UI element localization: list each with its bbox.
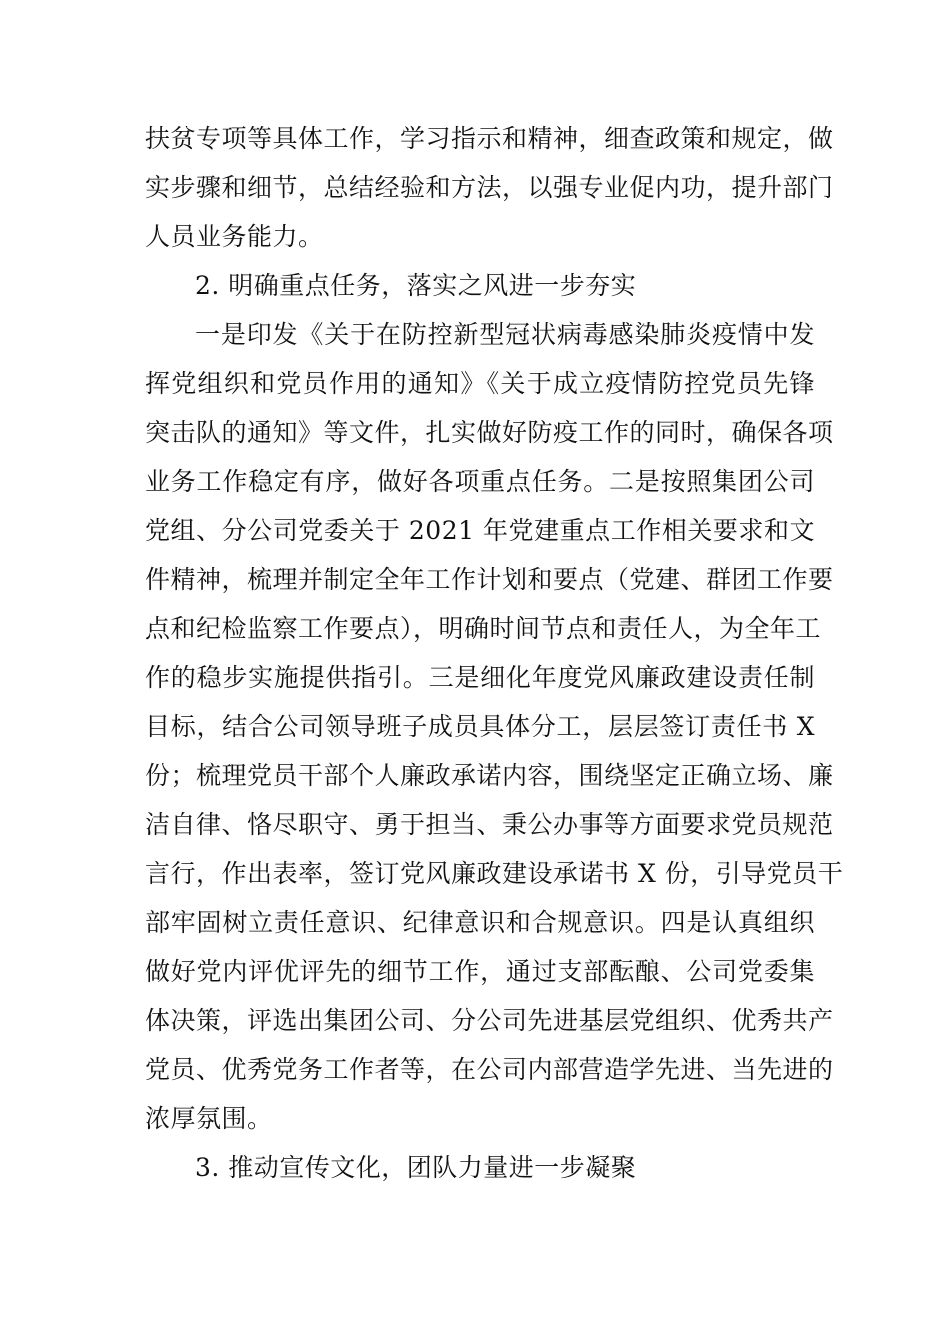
body-line: 点和纪检监察工作要点），明确时间节点和责任人，为全年工 [145, 614, 822, 643]
section-heading: 3. 推动宣传文化，团队力量进一步凝聚 [195, 1153, 637, 1182]
body-line: 一是印发《关于在防控新型冠状病毒感染肺炎疫情中发 [195, 320, 815, 349]
body-line: 份；梳理党员干部个人廉政承诺内容，围绕坚定正确立场、廉 [145, 761, 834, 790]
body-line: 突击队的通知》等文件，扎实做好防疫工作的同时，确保各项 [145, 418, 834, 447]
body-line: 业务工作稳定有序，做好各项重点任务。二是按照集团公司 [145, 467, 815, 496]
body-line: 人员业务能力。 [145, 222, 324, 251]
body-line: 浓厚氛围。 [145, 1104, 273, 1133]
body-line: 目标，结合公司领导班子成员具体分工，层层签订责任书 X [145, 712, 815, 741]
body-line: 洁自律、恪尽职守、勇于担当、秉公办事等方面要求党员规范 [145, 810, 834, 839]
body-line: 作的稳步实施提供指引。三是细化年度党风廉政建设责任制 [145, 663, 815, 692]
body-line: 实步骤和细节，总结经验和方法，以强专业促内功，提升部门 [145, 173, 834, 202]
body-line: 党组、分公司党委关于 2021 年党建重点工作相关要求和文 [145, 516, 815, 545]
body-line: 部牢固树立责任意识、纪律意识和合规意识。四是认真组织 [145, 908, 815, 937]
body-line: 做好党内评优评先的细节工作，通过支部酝酿、公司党委集 [145, 957, 815, 986]
body-line: 言行，作出表率，签订党风廉政建设承诺书 X 份，引导党员干 [145, 859, 844, 888]
section-heading: 2. 明确重点任务，落实之风进一步夯实 [195, 271, 637, 300]
body-line: 挥党组织和党员作用的通知》《关于成立疫情防控党员先锋 [145, 369, 815, 398]
body-line: 件精神，梳理并制定全年工作计划和要点（党建、群团工作要 [145, 565, 834, 594]
body-line: 党员、优秀党务工作者等，在公司内部营造学先进、当先进的 [145, 1055, 834, 1084]
body-line: 体决策，评选出集团公司、分公司先进基层党组织、优秀共产 [145, 1006, 834, 1035]
body-line: 扶贫专项等具体工作，学习指示和精神，细查政策和规定，做 [145, 124, 834, 153]
document-body [145, 114, 844, 1192]
